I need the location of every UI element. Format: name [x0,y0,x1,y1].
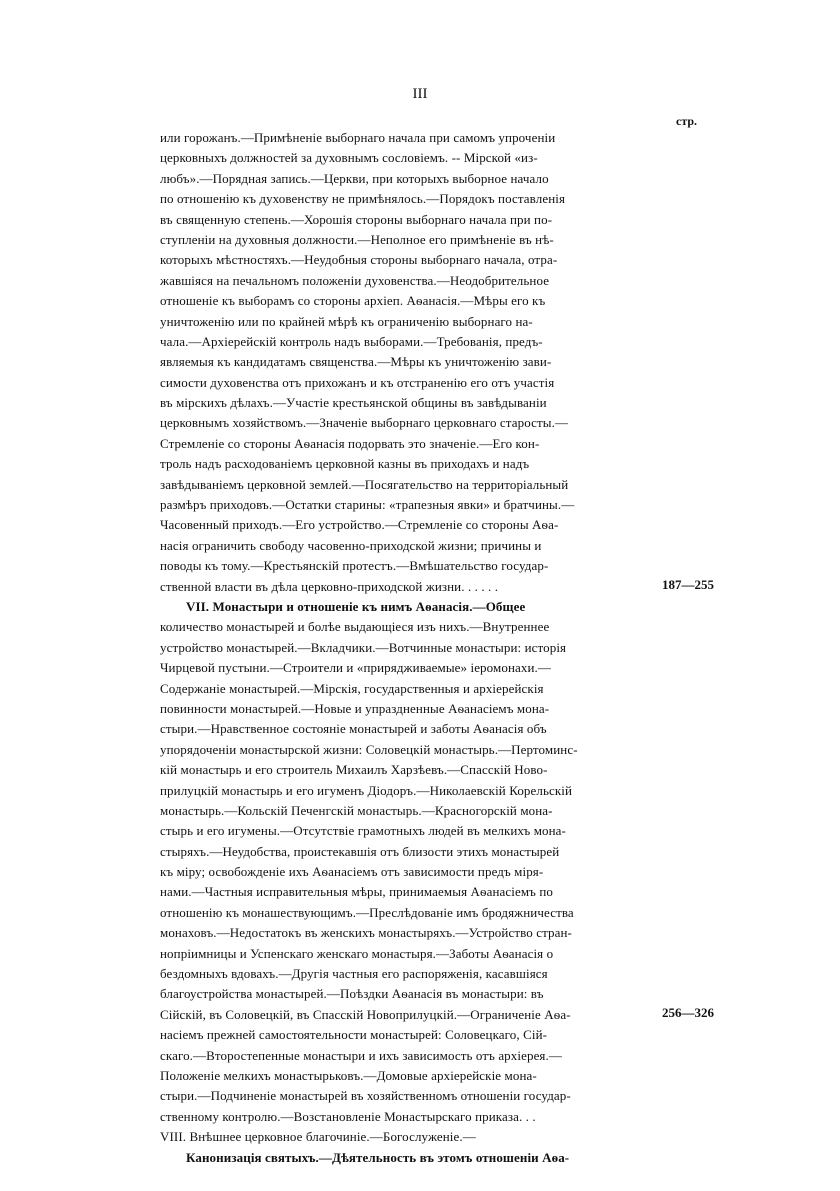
text-line: являемыя къ кандидатамъ священства.—Мѣры къ уничтоженію зави- [160,354,552,370]
text-line: жавшіяся на печальномъ положеніи духовенства.—Неодобрительное [160,272,550,288]
text-line: насіемъ прежней самостоятельности монастырей: Соловецкаго, Сій- [160,1027,548,1043]
text-line: VIII. Внѣшнее церковное благочиніе.—Богослуженіе.— [160,1129,476,1145]
text-line: количество монастырей и болѣе выдающіеся изъ нихъ.—Внутреннее [160,619,550,635]
text-line: благоустройства монастырей.—Поѣздки Аѳанасія въ монастыри: въ [160,986,544,1002]
text-line: троль надъ расходованіемъ церковной казны въ приходахъ и надъ [160,456,530,472]
page-range-section-vii: 256—326 [662,1005,714,1020]
toc-text-block [160,128,640,1188]
text-line: прилуцкій монастырь и его игуменъ Діодоръ.—Николаевскій Корельскій [160,782,573,798]
text-line: Часовенный приходъ.—Его устройство.—Стремленіе со стороны Аѳа- [160,517,559,533]
text-line: въ священную степень.—Хорошія стороны выборнаго начала при по- [160,211,553,227]
text-line: или горожанъ.—Примѣненіе выборнаго начала при самомъ упроченіи [160,130,556,145]
text-line: устройство монастырей.—Вкладчики.—Вотчинные монастыри: исторія [160,639,567,655]
text-line: монаховъ.—Недостатокъ въ женскихъ монастыряхъ.—Устройство стран- [160,925,572,941]
text-line: стырь и его игумены.—Отсутствіе грамотныхъ людей въ мелкихъ мона- [160,823,566,839]
text-line: нами.—Частныя исправительныя мѣры, принимаемыя Аѳанасіемъ по [160,884,553,900]
text-line: поводы къ тому.—Крестьянскій протестъ.—Вмѣшательство государ- [160,558,549,574]
text-line: кій монастырь и его строитель Михаилъ Харзѣевъ.—Спасскій Ново- [160,762,548,778]
text-line: нопріимницы и Успенскаго женскаго монастыря.—Заботы Аѳанасія о [160,945,554,961]
text-line: Стремленіе со стороны Аѳанасія подорвать это значеніе.—Его кон- [160,435,540,451]
text-line: отношеніе къ выборамъ со стороны архіеп. Аѳанасія.—Мѣры его къ [160,293,546,309]
text-line: завѣдываніемъ церковной землей.—Посягательство на территоріальный [160,476,569,492]
text-line: къ міру; освобожденіе ихъ Аѳанасіемъ отъ зависимости предъ міря- [160,864,544,880]
text-line: упорядоченіи монастырской жизни: Соловецкій монастырь.—Пертоминс- [160,741,578,757]
text-line: по отношенію къ духовенству не примѣнялось.—Порядокъ поставленія [160,191,566,207]
section-heading-vii: VII. Монастыри и отношеніе къ нимъ Аѳанасія.—Общее [186,598,526,614]
text-line: ственной власти въ дѣла церковно-приходской жизни. . . . . . [160,578,499,594]
text-line: которыхъ мѣстностяхъ.—Неудобныя стороны выборнаго начала, отра- [160,252,558,268]
text-line: стыри.—Нравственное состояніе монастырей и заботы Аѳанасія объ [160,721,547,737]
text-line: Сійскій, въ Соловецкій, въ Спасскій Новоприлуцкій.—Ограниченіе Аѳа- [160,1006,571,1022]
text-line: ступленіи на духовныя должности.—Неполное его примѣненіе въ нѣ- [160,231,554,247]
text-line: стыри.—Подчиненіе монастырей въ хозяйственномъ отношеніи государ- [160,1088,571,1104]
text-line: отношенію къ монашествующимъ.—Преслѣдованіе имъ бродяжничества [160,904,574,920]
page-number: III [412,86,428,102]
text-line: любъ».—Порядная запись.—Церкви, при которыхъ выборное начало [160,170,549,186]
text-line: стыряхъ.—Неудобства, проистекавшія отъ близости этихъ монастырей [160,843,560,859]
text-line: размѣръ приходовъ.—Остатки старины: «трапезныя явки» и братчины.— [160,497,575,513]
text-line: Содержаніе монастырей.—Мірскія, государственныя и архіерейскія [160,680,544,696]
text-line: насія ограничить свободу часовенно-приходской жизни; причины и [160,537,542,553]
text-line: монастырь.—Кольскій Печенгскій монастырь.—Красногорскій мона- [160,802,553,818]
text-line: уничтоженію или по крайней мѣрѣ къ ограниченію выборнаго на- [160,313,533,329]
section-heading-viii: Канонизація святыхъ.—Дѣятельность въ этомъ отношеніи Аѳа- [186,1149,570,1165]
text-line: скаго.—Второстепенные монастыри и ихъ зависимость отъ архіерея.— [160,1047,562,1063]
text-line [160,1168,640,1188]
column-header-pages: стр. [676,114,698,128]
text-line: чала.—Архіерейскій контроль надъ выборами.—Требованія, предъ- [160,333,543,349]
text-line: Положеніе мелкихъ монастырьковъ.—Домовые архіерейскіе мона- [160,1067,537,1083]
page-range-section-vi: 187—255 [662,577,714,592]
text-line: церковныхъ должностей за духовнымъ сословіемъ. -- Мірской «из- [160,150,538,166]
text-line: бездомныхъ вдовахъ.—Другія частныя его распоряженія, касавшіяся [160,966,548,982]
text-line: церковнымъ хозяйствомъ.—Значеніе выборнаго церковнаго старосты.— [160,415,569,431]
text-line: ственному контролю.—Возстановленіе Монастырскаго приказа. . . [160,1108,536,1124]
text-line: въ мірскихъ дѣлахъ.—Участіе крестьянской общины въ завѣдываніи [160,395,547,411]
text-line: повинности монастырей.—Новые и упраздненные Аѳанасіемъ мона- [160,700,550,716]
text-line: симости духовенства отъ прихожанъ и къ отстраненію его отъ участія [160,374,555,390]
text-line: Чирцевой пустыни.—Строители и «прирядживаемые» іеромонахи.— [160,660,551,676]
